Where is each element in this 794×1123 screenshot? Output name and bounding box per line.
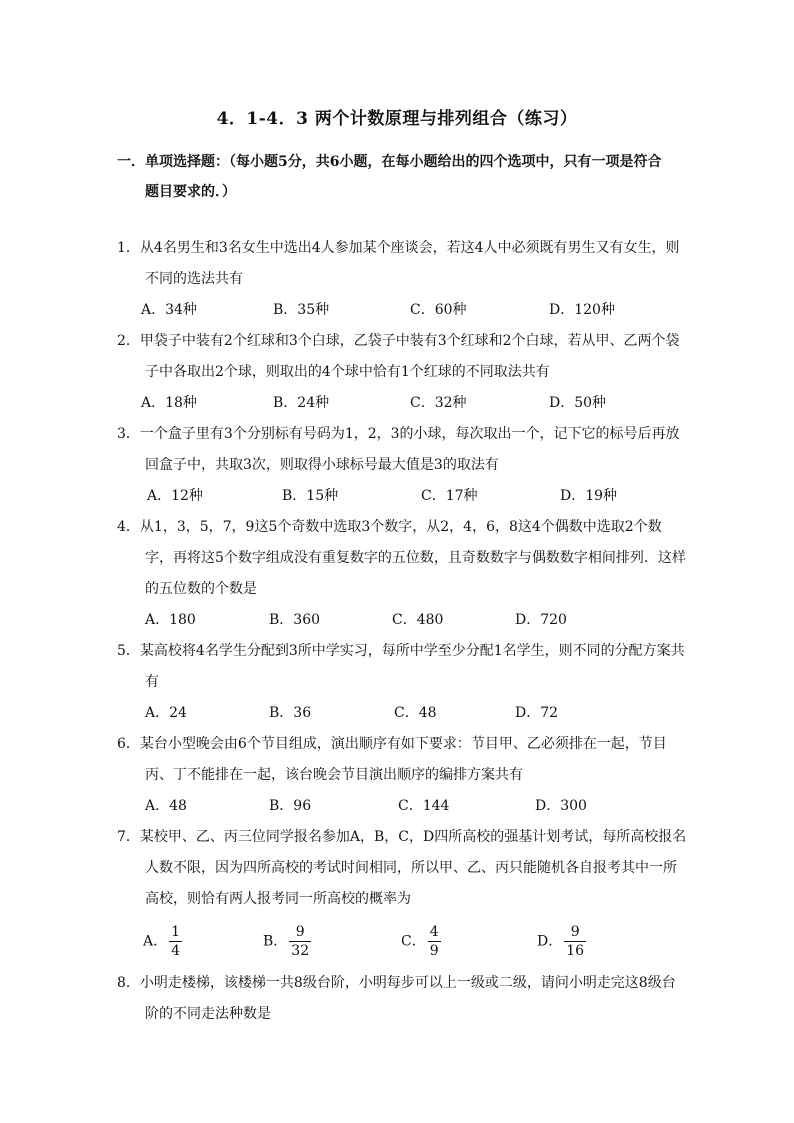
fraction [428, 923, 441, 960]
question-stem: 6．某台小型晚会由6个节目组成，演出顺序有如下要求：节目甲、乙必须排在一起，节目丙、丁不能排在一起，该台晚会节目演出顺序的编排方案共有 [117, 736, 667, 783]
option-label: B． [263, 933, 288, 950]
question-2 [117, 326, 687, 419]
option-a [143, 923, 182, 960]
question-stem: 4．从1，3，5，7，9这5个奇数中选取3个数字，从2，4，6，8这4个偶数中选取2个数字，再将这5个数字组成没有重复数字的五位数，且奇数数字与偶数数字相间排列．这样的五位数的个数是 [117, 519, 686, 597]
option-c: C．60种 [410, 302, 467, 318]
option-d: D．720 [515, 612, 567, 628]
question-stem: 5．某高校将4名学生分配到3所中学实习，每所中学至少分配1名学生，则不同的分配方案共有 [117, 643, 685, 690]
options-row [117, 295, 687, 326]
denominator: 16 [566, 943, 585, 959]
option-d: D．120种 [549, 302, 615, 318]
denominator: 4 [171, 943, 181, 959]
numerator: 4 [429, 924, 439, 940]
option-b [263, 923, 311, 960]
option-a: A．18种 [141, 395, 197, 411]
option-c: C．144 [398, 798, 450, 814]
option-b: B．24种 [273, 395, 330, 411]
fraction [289, 923, 311, 960]
option-c: C．48 [394, 705, 437, 721]
options-row [117, 481, 687, 512]
options-row [117, 388, 687, 419]
option-a: A．48 [145, 798, 187, 814]
question-5 [117, 636, 687, 729]
fraction [564, 923, 586, 960]
numerator: 9 [289, 923, 311, 942]
question-4 [117, 512, 687, 636]
option-a: A．34种 [141, 302, 197, 318]
option-d: D．72 [515, 705, 559, 721]
options-row [117, 698, 687, 729]
page-title: 4．1-4．3 两个计数原理与排列组合（练习） [216, 109, 578, 129]
question-stem: 7．某校甲、乙、丙三位同学报名参加A，B，C，D四所高校的强基计划考试，每所高校报名人数不限，因为四所高校的考试时间相同，所以甲、乙、丙只能随机各自报考其中一所高校，则恰有两人报考同一所高校的概率为 [117, 829, 687, 907]
denominator: 9 [429, 943, 439, 959]
option-c: C．480 [392, 612, 444, 628]
option-d: D．19种 [560, 488, 618, 504]
options-row [117, 915, 687, 961]
option-d [537, 923, 586, 960]
option-b: B．35种 [273, 302, 330, 318]
option-c: C．32种 [410, 395, 467, 411]
option-a: A．24 [145, 705, 187, 721]
question-stem: 3．一个盒子里有3个分别标有号码为1，2，3的小球，每次取出一个，记下它的标号后再放回盒子中，共取3次，则取得小球标号最大值是3的取法有 [117, 426, 680, 473]
numerator: 9 [564, 923, 586, 942]
option-c [401, 923, 441, 960]
question-stem: 1．从4名男生和3名女生中选出4人参加某个座谈会，若这4人中必须既有男生又有女生，则不同的选法共有 [117, 240, 680, 287]
option-label: A． [143, 933, 168, 950]
options-row [117, 791, 687, 822]
fraction [169, 923, 182, 960]
question-stem: 8．小明走楼梯，该楼梯一共8级台阶，小明每步可以上一级或二级，请问小明走完这8级台阶的不同走法种数是 [117, 975, 676, 1022]
option-label: D． [537, 933, 563, 950]
option-a: A．180 [145, 612, 196, 628]
option-b: B．360 [269, 612, 321, 628]
question-6 [117, 729, 687, 822]
section-heading-line1: 一．单项选择题：（每小题5分，共6小题，在每小题给出的四个选项中，只有一项是符合 [117, 154, 662, 170]
denominator: 32 [291, 943, 310, 959]
option-a: A．12种 [147, 488, 203, 504]
option-b: B．96 [269, 798, 312, 814]
section-heading-line2: 题目要求的．） [145, 184, 236, 200]
options-row [117, 605, 687, 636]
option-c: C．17种 [421, 488, 478, 504]
question-3 [117, 419, 687, 512]
option-b: B．36 [269, 705, 312, 721]
option-d: D．50种 [549, 395, 607, 411]
question-1 [117, 233, 687, 326]
question-stem: 2．甲袋子中装有2个红球和3个白球，乙袋子中装有3个红球和2个白球，若从甲、乙两个袋子中各取出2个球，则取出的4个球中恰有1个红球的不同取法共有 [117, 333, 680, 380]
question-7 [117, 822, 687, 961]
question-8 [117, 968, 687, 1030]
numerator: 1 [171, 924, 181, 940]
option-d: D．300 [535, 798, 587, 814]
option-label: C． [401, 933, 426, 950]
option-b: B．15种 [282, 488, 339, 504]
section-heading [117, 147, 687, 207]
